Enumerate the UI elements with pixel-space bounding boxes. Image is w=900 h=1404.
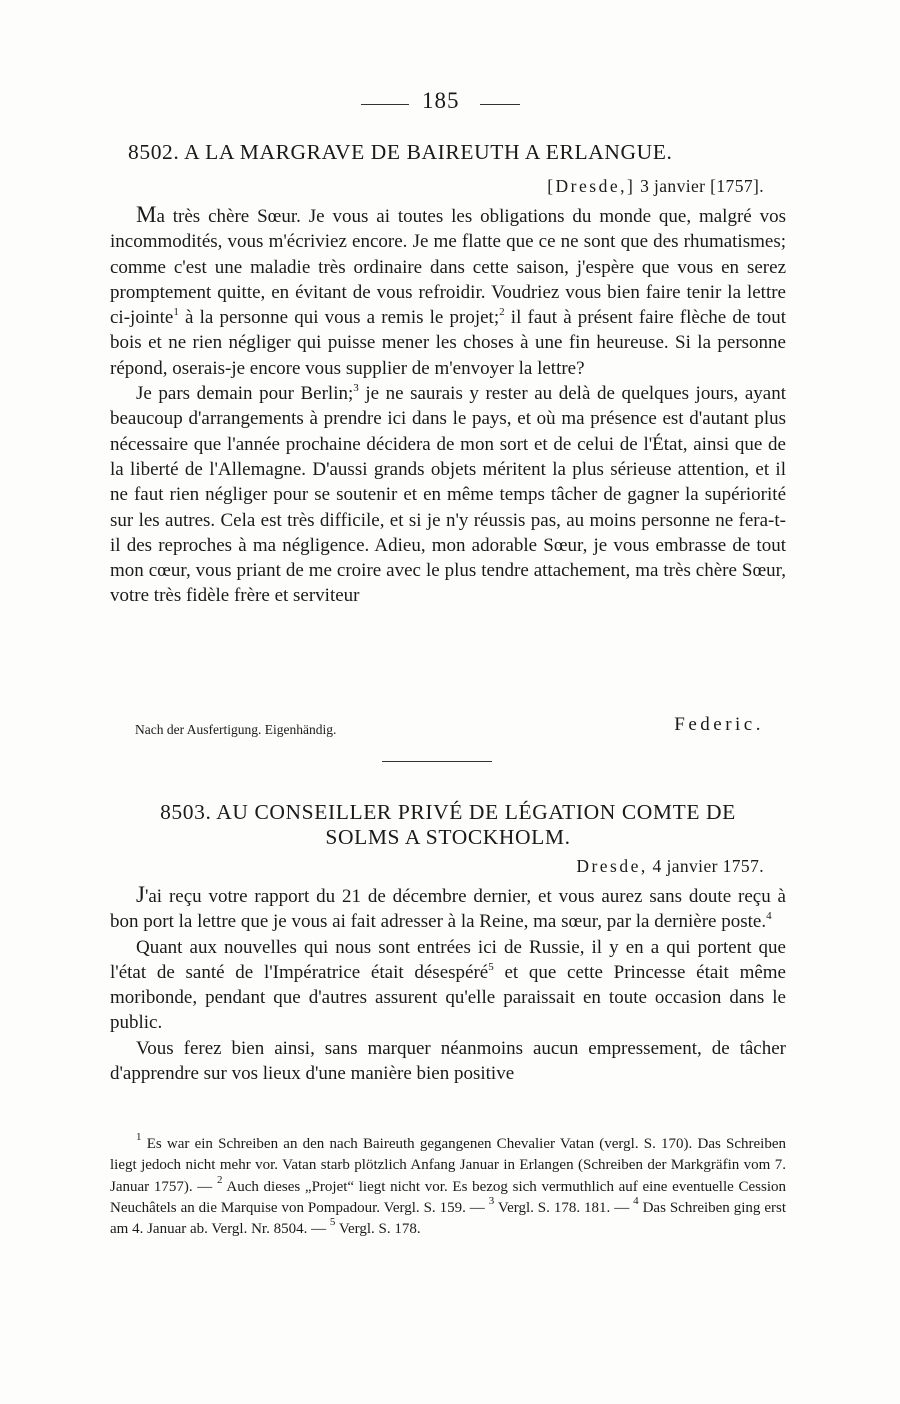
letter-number: 8502. xyxy=(128,140,180,164)
letter-8503-dateline xyxy=(576,856,764,877)
letter-title-line: 8503. AU CONSEILLER PRIVÉ DE LÉGATION COMTE DE xyxy=(160,800,736,824)
footnote-ref[interactable]: 5 xyxy=(488,960,494,973)
section-separator xyxy=(382,761,492,762)
footnote-marker: 2 xyxy=(217,1173,223,1186)
footnote-marker: 4 xyxy=(633,1194,639,1207)
letter-title-line: SOLMS A STOCKHOLM. xyxy=(325,825,571,849)
salutation-initial: M xyxy=(136,202,157,227)
footnote-marker: 5 xyxy=(329,1216,336,1229)
signature: Federic. xyxy=(674,714,764,735)
paragraph: J'ai reçu votre rapport du 21 de décembre dernier, et vous aurez sans doute reçu à bon port la lettre que je vous ai fait adresser à la Reine, ma sœur, par la dernière poste.$^4$ xyxy=(110,882,786,933)
date-rest: 4 janvier 1757. xyxy=(652,856,764,876)
header-rule-left xyxy=(361,104,409,105)
letter-8503-body xyxy=(110,882,786,1086)
footnote-ref[interactable]: 3 xyxy=(353,382,359,395)
page-header xyxy=(110,88,786,122)
paragraph: Je pars demain pour Berlin;$^3$ je ne saurais y rester au delà de quelques jours, ayant beaucoup d'arrangements à prendre ici dans le pays, et où ma présence est d'autant plus nécessaire que l'année prochaine décidera de mon sort et de celui de l'État, ainsi que de la liberté de l'Allemagne. D'aussi grands objets méritent la plus sérieuse attention, et il ne faut rien négliger pour se soutenir et en même temps tâcher de gagner la supériorité sur les autres. Cela est très difficile, et si je n'y réussis pas, au moins personne ne fera-t-il des reproches à ma négligence. Adieu, mon adorable Sœur, je vous embrasse de tout mon cœur, vous priant de me croire avec le plus tendre attachement, ma très chère Sœur, votre très fidèle frère et serviteur xyxy=(110,382,786,607)
page-number: 185 xyxy=(422,88,460,113)
footnote-ref[interactable]: 4 xyxy=(766,910,772,923)
paragraph: Quant aux nouvelles qui nous sont entrées ici de Russie, il y en a qui portent que l'état de santé de l'Impératrice était désespéré$^5$ et que cette Princesse était même moribonde, pendant que d'autres assurent qu'elle paraissait en toute occasion dans le public. xyxy=(110,936,786,1034)
date-rest: 3 janvier [1757]. xyxy=(640,176,764,196)
footnote-marker: 1 xyxy=(136,1131,142,1143)
letter-8503-heading xyxy=(110,800,786,850)
salutation-initial: J xyxy=(136,882,145,907)
letter-8502-dateline xyxy=(547,176,764,197)
header-rule-right xyxy=(480,104,520,105)
paragraph: Vous ferez bien ainsi, sans marquer néanmoins aucun empressement, de tâcher d'apprendre sur vos lieux d'une manière bien positive xyxy=(110,1037,786,1085)
date-place: [Dresde,] xyxy=(547,176,636,196)
date-place: Dresde, xyxy=(576,856,648,876)
source-note: Nach der Ausfertigung. Eigenhändig. xyxy=(135,722,337,737)
letter-title: A LA MARGRAVE DE BAIREUTH A ERLANGUE. xyxy=(184,140,673,164)
footnote-ref[interactable]: 1 xyxy=(173,306,179,319)
footnote-marker: 3 xyxy=(488,1194,495,1207)
footnote-block: $^1$ Es war ein Schreiben an den nach Baireuth gegangenen Chevalier Vatan (vergl. S. 170). Das Schreiben liegt jedoch nicht mehr vor. Vatan starb plötzlich Anfang Januar in Erlangen (Schreiben der Markgräfin vom 7. Januar 1757). — $^2$ Auch dieses „Projet“ liegt nicht vor. Es bezog sich vermuthlich auf eine eventuelle Cession Neuchâtels an die Marquise von Pompadour. Vergl. S. 159. — $^3$ Vergl. S. 178. 181. — $^4$ Das Schreiben ging erst am 4. Januar ab. Vergl. Nr. 8504. — $^5$ Vergl. S. 178. xyxy=(110,1131,787,1238)
paragraph: Ma très chère Sœur. Je vous ai toutes les obligations du monde que, malgré vos incommodités, vous m'écriviez encore. Je me flatte que ce ne sont que des rhumatismes; comme c'est une maladie très ordinaire dans cette saison, j'espère que vous en serez promptement quitte, en évitant de vous refroidir. Voudriez vous bien faire tenir la lettre ci-jointe$^1$ à la personne qui vous a remis le projet;$^2$ il faut à présent faire flèche de tout bois et ne rien négliger qui puisse mener les choses à une fin heureuse. Si la personne répond, oserais-je encore vous supplier de m'envoyer la lettre? xyxy=(110,202,787,379)
letter-8502-body xyxy=(110,202,786,609)
footnotes xyxy=(110,1131,787,1240)
letter-8502-heading xyxy=(110,140,804,165)
letter-number: 8503. xyxy=(160,800,212,824)
footnote-ref[interactable]: 2 xyxy=(499,306,505,319)
signature-row xyxy=(110,714,786,744)
